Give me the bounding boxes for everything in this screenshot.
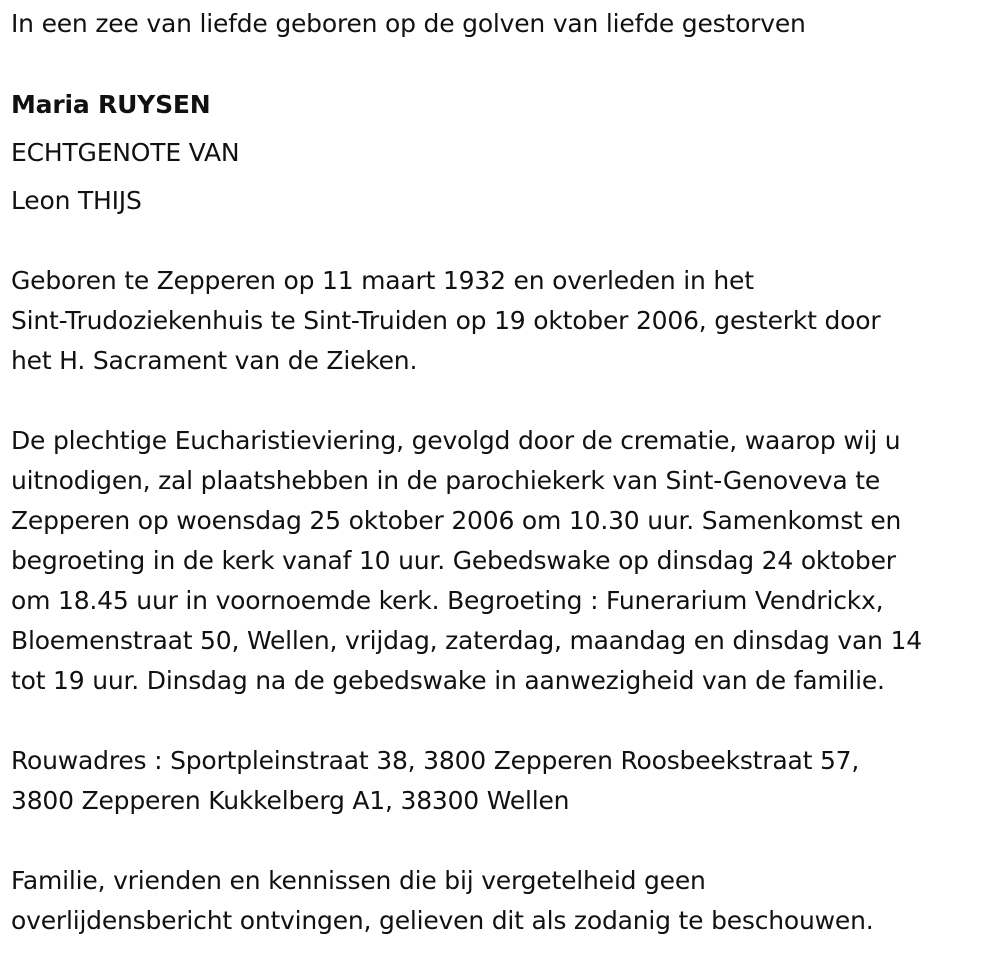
deceased-name: Maria RUYSEN (11, 90, 211, 119)
paragraph-line: Rouwadres : Sportpleinstraat 38, 3800 Zepperen Roosbeekstraat 57, (11, 746, 860, 775)
paragraph-line: uitnodigen, zal plaatshebben in de parochiekerk van Sint-Genoveva te (11, 466, 881, 495)
paragraph-line: Sint-Trudoziekenhuis te Sint-Truiden op 19 oktober 2006, gesterkt door (11, 306, 881, 335)
paragraph-line: Geboren te Zepperen op 11 maart 1932 en overleden in het (11, 266, 754, 295)
paragraph-line: overlijdensbericht ontvingen, gelieven dit als zodanig te beschouwen. (11, 906, 874, 935)
paragraph-line: het H. Sacrament van de Zieken. (11, 346, 418, 375)
paragraph-line: Bloemenstraat 50, Wellen, vrijdag, zaterdag, maandag en dinsdag van 14 (11, 626, 922, 655)
paragraph-line: 3800 Zepperen Kukkelberg A1, 38300 Wellen (11, 786, 570, 815)
paragraph-line: om 18.45 uur in voornoemde kerk. Begroeting : Funerarium Vendrickx, (11, 586, 884, 615)
paragraph-line: De plechtige Eucharistieviering, gevolgd door de crematie, waarop wij u (11, 426, 901, 455)
relation-label: ECHTGENOTE VAN (11, 138, 240, 167)
paragraph-line: tot 19 uur. Dinsdag na de gebedswake in aanwezigheid van de familie. (11, 666, 885, 695)
birth-death-paragraph (11, 261, 880, 381)
spouse-name: Leon THIJS (11, 186, 142, 215)
mourning-address-paragraph (11, 741, 859, 821)
paragraph-line: Zepperen op woensdag 25 oktober 2006 om 10.30 uur. Samenkomst en (11, 506, 902, 535)
closing-paragraph (11, 861, 874, 941)
ceremony-paragraph (11, 421, 922, 701)
motto: In een zee van liefde geboren op de golven van liefde gestorven (11, 9, 806, 38)
paragraph-line: Familie, vrienden en kennissen die bij vergetelheid geen (11, 866, 706, 895)
paragraph-line: begroeting in de kerk vanaf 10 uur. Gebedswake op dinsdag 24 oktober (11, 546, 896, 575)
